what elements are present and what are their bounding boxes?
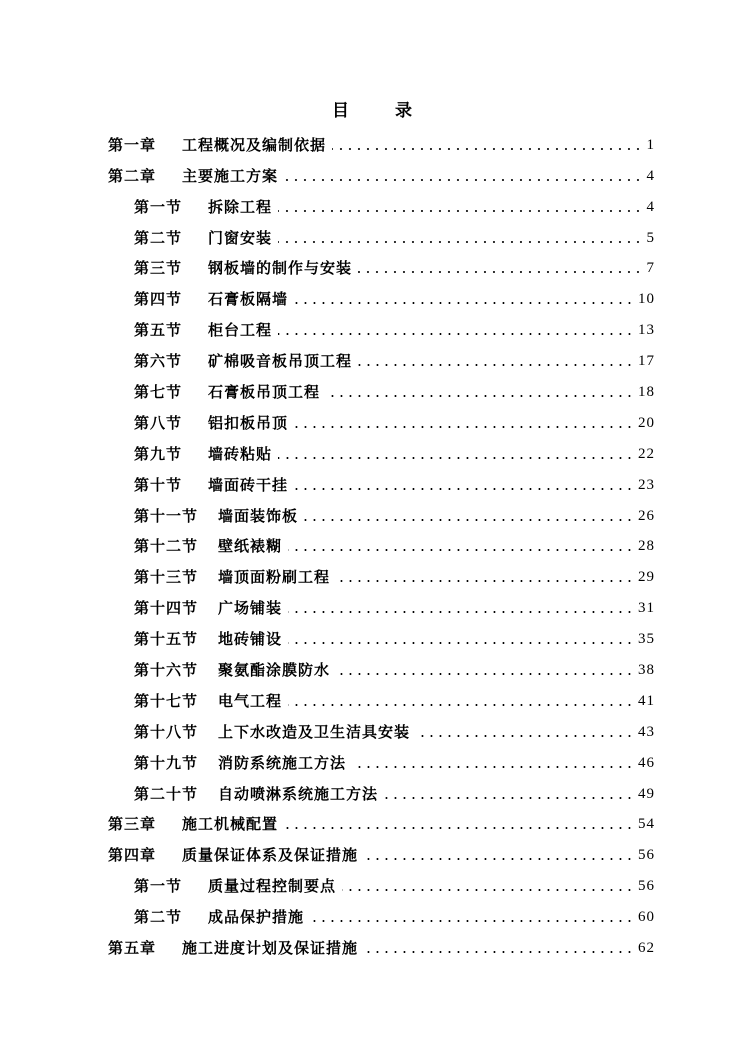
entry-page-number: 1 bbox=[646, 136, 655, 153]
entry-title: 聚氨酯涂膜防水 bbox=[218, 661, 331, 680]
entry-title: 自动喷淋系统施工方法 bbox=[218, 784, 379, 803]
entry-label: 第二章 bbox=[108, 166, 157, 185]
toc-section-entry[interactable] bbox=[108, 713, 655, 744]
entry-page-number: 62 bbox=[638, 940, 655, 957]
entry-page-number: 43 bbox=[638, 723, 655, 740]
entry-page-number: 56 bbox=[638, 847, 655, 864]
dot-leader bbox=[288, 611, 634, 613]
entry-title: 门窗安装 bbox=[208, 228, 273, 247]
entry-title: 广场铺装 bbox=[218, 599, 283, 618]
entry-title: 拆除工程 bbox=[208, 197, 273, 216]
entry-label: 第三章 bbox=[108, 815, 157, 834]
dot-leader bbox=[278, 241, 642, 243]
dot-leader bbox=[332, 148, 642, 150]
entry-page-number: 4 bbox=[646, 167, 655, 184]
entry-page-number: 17 bbox=[638, 353, 655, 370]
dot-leader bbox=[358, 364, 634, 366]
entry-label: 第七节 bbox=[134, 383, 183, 402]
entry-label: 第十六节 bbox=[134, 661, 199, 680]
entry-label: 第一节 bbox=[134, 877, 183, 896]
entry-title: 石膏板隔墙 bbox=[208, 290, 289, 309]
toc-section-entry[interactable] bbox=[108, 219, 655, 250]
entry-title: 墙面装饰板 bbox=[218, 506, 299, 525]
entry-page-number: 20 bbox=[638, 414, 655, 431]
toc-section-entry[interactable] bbox=[108, 435, 655, 466]
toc-section-entry[interactable] bbox=[108, 497, 655, 528]
entry-page-number: 35 bbox=[638, 631, 655, 648]
entry-label: 第五节 bbox=[134, 321, 183, 340]
dot-leader bbox=[364, 951, 634, 953]
toc-title: 目 录 bbox=[332, 101, 432, 121]
entry-page-number: 38 bbox=[638, 662, 655, 679]
dot-leader bbox=[416, 735, 634, 737]
toc-section-entry[interactable] bbox=[108, 404, 655, 435]
toc-list bbox=[108, 126, 655, 960]
entry-label: 第十二节 bbox=[134, 537, 199, 556]
toc-section-entry[interactable] bbox=[108, 589, 655, 620]
dot-leader bbox=[304, 519, 634, 521]
toc-chapter-entry[interactable] bbox=[108, 929, 655, 960]
entry-title: 施工机械配置 bbox=[182, 815, 279, 834]
entry-title: 墙面砖干挂 bbox=[208, 475, 289, 494]
entry-label: 第十五节 bbox=[134, 630, 199, 649]
entry-title: 铝扣板吊顶 bbox=[208, 413, 289, 432]
toc-section-entry[interactable] bbox=[108, 620, 655, 651]
entry-label: 第十三节 bbox=[134, 568, 199, 587]
toc-section-entry[interactable] bbox=[108, 651, 655, 682]
dot-leader bbox=[294, 488, 634, 490]
entry-title: 上下水改造及卫生洁具安装 bbox=[218, 722, 411, 741]
dot-leader bbox=[284, 179, 642, 181]
entry-label: 第四章 bbox=[108, 846, 157, 865]
entry-page-number: 23 bbox=[638, 476, 655, 493]
dot-leader bbox=[358, 271, 642, 273]
entry-label: 第十七节 bbox=[134, 691, 199, 710]
toc-chapter-entry[interactable] bbox=[108, 836, 655, 867]
entry-title: 石膏板吊顶工程 bbox=[208, 383, 321, 402]
toc-section-entry[interactable] bbox=[108, 280, 655, 311]
entry-title: 钢板墙的制作与安装 bbox=[208, 259, 353, 278]
toc-section-entry[interactable] bbox=[108, 744, 655, 775]
entry-label: 第六节 bbox=[134, 352, 183, 371]
dot-leader bbox=[352, 766, 634, 768]
entry-label: 第一节 bbox=[134, 197, 183, 216]
entry-title: 质量过程控制要点 bbox=[208, 877, 337, 896]
toc-section-entry[interactable] bbox=[108, 373, 655, 404]
entry-page-number: 41 bbox=[638, 692, 655, 709]
entry-page-number: 5 bbox=[646, 229, 655, 246]
entry-page-number: 10 bbox=[638, 291, 655, 308]
entry-label: 第十节 bbox=[134, 475, 183, 494]
entry-title: 矿棉吸音板吊顶工程 bbox=[208, 352, 353, 371]
entry-page-number: 29 bbox=[638, 569, 655, 586]
dot-leader bbox=[278, 210, 642, 212]
entry-page-number: 22 bbox=[638, 445, 655, 462]
dot-leader bbox=[288, 704, 634, 706]
entry-title: 主要施工方案 bbox=[182, 166, 279, 185]
toc-section-entry[interactable] bbox=[108, 528, 655, 559]
entry-title: 墙顶面粉刷工程 bbox=[218, 568, 331, 587]
toc-section-entry[interactable] bbox=[108, 466, 655, 497]
dot-leader bbox=[284, 827, 634, 829]
entry-label: 第十四节 bbox=[134, 599, 199, 618]
entry-page-number: 54 bbox=[638, 816, 655, 833]
entry-page-number: 46 bbox=[638, 754, 655, 771]
toc-chapter-entry[interactable] bbox=[108, 806, 655, 837]
entry-label: 第二十节 bbox=[134, 784, 199, 803]
toc-section-entry[interactable] bbox=[108, 898, 655, 929]
entry-title: 壁纸裱糊 bbox=[218, 537, 283, 556]
entry-page-number: 28 bbox=[638, 538, 655, 555]
dot-leader bbox=[342, 889, 634, 891]
dot-leader bbox=[294, 302, 634, 304]
entry-page-number: 13 bbox=[638, 322, 655, 339]
dot-leader bbox=[278, 333, 634, 335]
toc-section-entry[interactable] bbox=[108, 188, 655, 219]
entry-title: 墙砖粘贴 bbox=[208, 444, 273, 463]
entry-title: 质量保证体系及保证措施 bbox=[182, 846, 359, 865]
toc-chapter-entry[interactable] bbox=[108, 126, 655, 157]
dot-leader bbox=[278, 457, 634, 459]
entry-label: 第九节 bbox=[134, 444, 183, 463]
toc-section-entry[interactable] bbox=[108, 311, 655, 342]
entry-title: 施工进度计划及保证措施 bbox=[182, 939, 359, 958]
dot-leader bbox=[336, 580, 634, 582]
entry-page-number: 7 bbox=[646, 260, 655, 277]
entry-title: 成品保护措施 bbox=[208, 908, 305, 927]
entry-label: 第十九节 bbox=[134, 753, 199, 772]
dot-leader bbox=[294, 426, 634, 428]
entry-title: 电气工程 bbox=[218, 691, 283, 710]
entry-page-number: 60 bbox=[638, 909, 655, 926]
dot-leader bbox=[336, 673, 634, 675]
entry-label: 第十一节 bbox=[134, 506, 199, 525]
toc-section-entry[interactable] bbox=[108, 682, 655, 713]
dot-leader bbox=[326, 395, 634, 397]
entry-label: 第二节 bbox=[134, 908, 183, 927]
entry-page-number: 49 bbox=[638, 785, 655, 802]
entry-label: 第一章 bbox=[108, 135, 157, 154]
entry-title: 消防系统施工方法 bbox=[218, 753, 347, 772]
toc-section-entry[interactable] bbox=[108, 775, 655, 806]
dot-leader bbox=[384, 797, 634, 799]
entry-title: 地砖铺设 bbox=[218, 630, 283, 649]
dot-leader bbox=[310, 920, 634, 922]
dot-leader bbox=[364, 858, 634, 860]
toc-section-entry[interactable] bbox=[108, 558, 655, 589]
entry-page-number: 56 bbox=[638, 878, 655, 895]
toc-section-entry[interactable] bbox=[108, 867, 655, 898]
entry-label: 第十八节 bbox=[134, 722, 199, 741]
dot-leader bbox=[288, 642, 634, 644]
toc-chapter-entry[interactable] bbox=[108, 157, 655, 188]
toc-section-entry[interactable] bbox=[108, 250, 655, 281]
dot-leader bbox=[288, 549, 634, 551]
entry-title: 柜台工程 bbox=[208, 321, 273, 340]
entry-label: 第五章 bbox=[108, 939, 157, 958]
entry-label: 第三节 bbox=[134, 259, 183, 278]
entry-page-number: 18 bbox=[638, 384, 655, 401]
entry-title: 工程概况及编制依据 bbox=[182, 135, 327, 154]
entry-label: 第四节 bbox=[134, 290, 183, 309]
toc-section-entry[interactable] bbox=[108, 342, 655, 373]
entry-label: 第八节 bbox=[134, 413, 183, 432]
entry-label: 第二节 bbox=[134, 228, 183, 247]
entry-page-number: 4 bbox=[646, 198, 655, 215]
entry-page-number: 26 bbox=[638, 507, 655, 524]
entry-page-number: 31 bbox=[638, 600, 655, 617]
